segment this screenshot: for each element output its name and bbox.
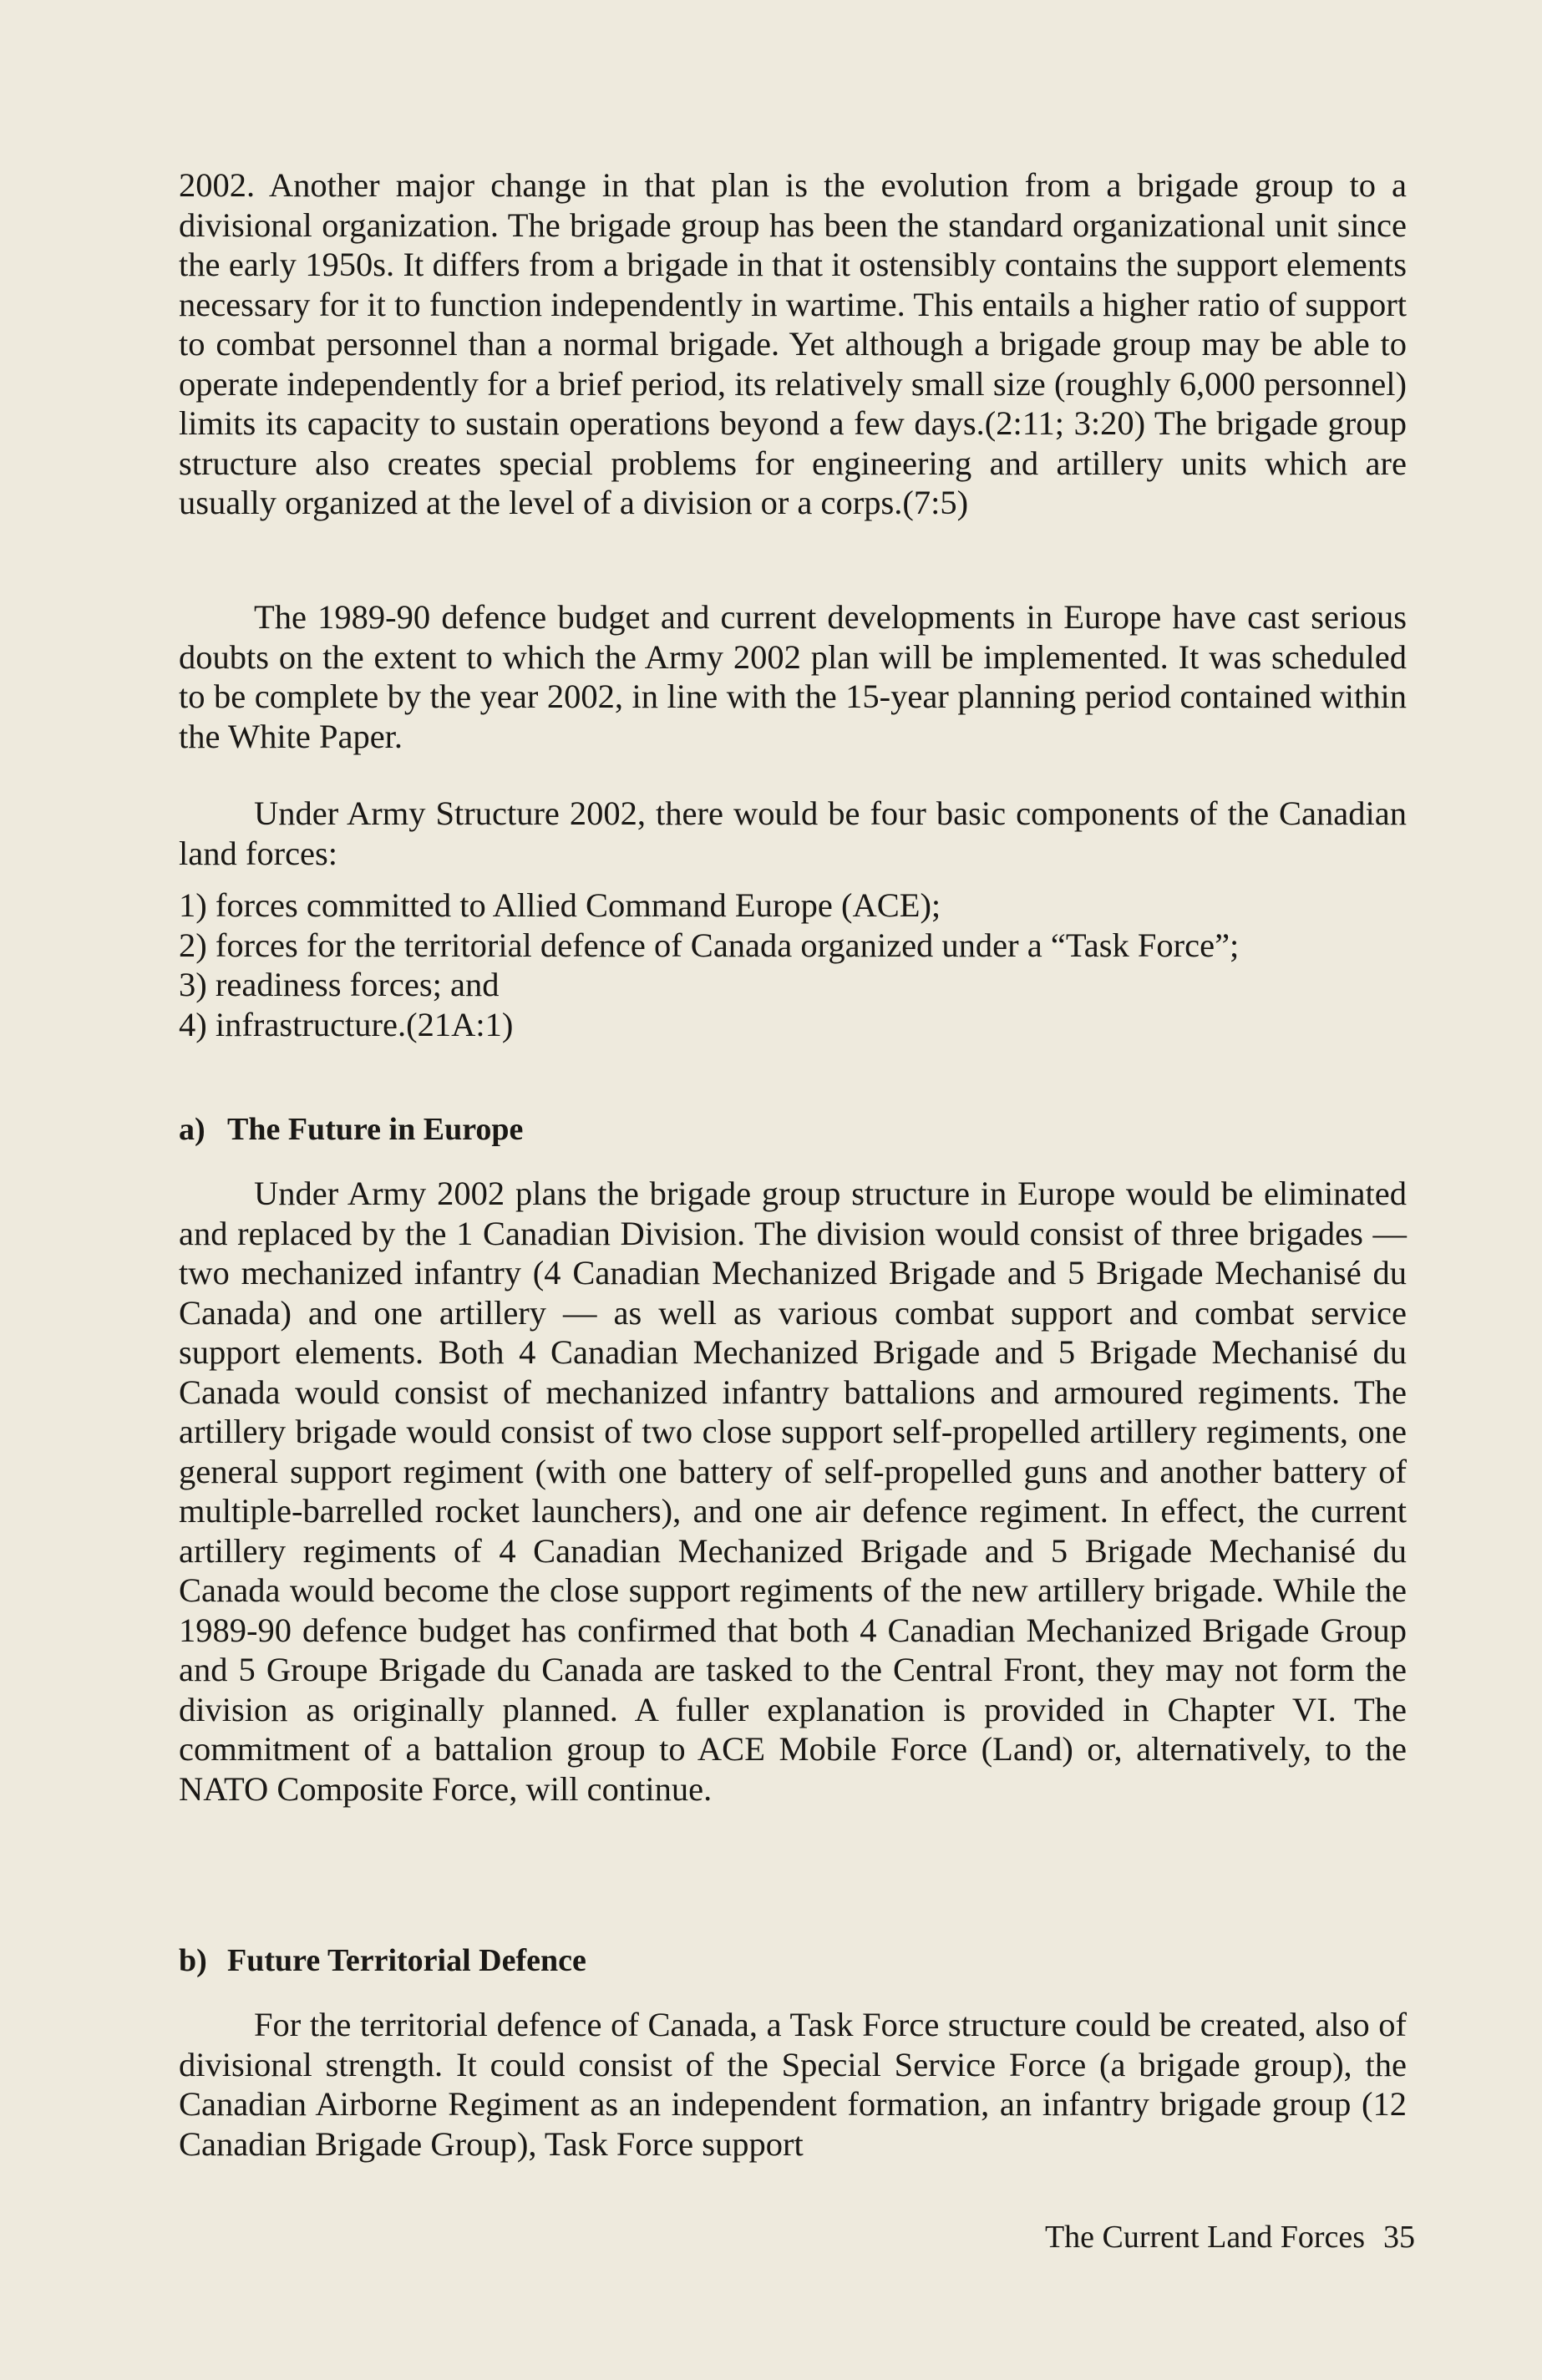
body-text-section bbox=[179, 165, 1407, 523]
paragraph-future-europe: Under Army 2002 plans the brigade group structure in Europe would be eliminated and replaced by the 1 Canadian Division. The division would consist of three brigades — two mechanized infantry (4 Canadian Mechanized Brigade and 5 Brigade Mechanisé du Canada) and one artillery — as well as various combat support and combat service support elements. Both 4 Canadian Mechanized Brigade and 5 Brigade Mechanisé du Canada would consist of mechanized infantry battalions and armoured regiments. The artillery brigade would consist of two close support self-propelled artillery regiments, one general support regiment (with one battery of self-propelled guns and another battery of multiple-barrelled rocket launchers), and one air defence regiment. In effect, the current artillery regiments of 4 Canadian Mechanized Brigade and 5 Brigade Mechanisé du Canada would become the close support regiments of the new artillery brigade. While the 1989-90 defence budget has confirmed that both 4 Canadian Mechanized Brigade Group and 5 Groupe Brigade du Canada are tasked to the Central Front, they may not form the division as originally planned. A fuller explanation is provided in Chapter VI. The commitment of a battalion group to ACE Mobile Force (Land) or, alternatively, to the NATO Composite Force, will continue. bbox=[179, 1175, 1407, 1808]
list-item: 4) infrastructure.(21A:1) bbox=[179, 1005, 514, 1043]
paragraph-army-2002-divisional: 2002. Another major change in that plan is the evolution from a brigade group to a divisional organization. The brigade group has been the standard organizational unit since the early 1950s. It differs from a brigade in that it ostensibly contains the support elements necessary for it to function independently in wartime. This entails a higher ratio of support to combat personnel than a normal brigade. Yet although a brigade group may be able to operate independently for a brief period, its relatively small size (roughly 6,000 personnel) limits its capacity to sustain operations beyond a few days.(2:11; 3:20) The brigade group structure also creates special problems for engineering and artillery units which are usually organized at the level of a division or a corps.(7:5) bbox=[179, 166, 1407, 521]
list-item: 3) readiness forces; and bbox=[179, 966, 500, 1003]
section-marker: a) bbox=[179, 1112, 205, 1147]
page-number: 35 bbox=[1383, 2220, 1415, 2255]
paragraph-territorial-defence: For the territorial defence of Canada, a Task Force structure could be created, also of divisional strength. It could consist of the Special Service Force (a brigade group), the Canadian Airborne Regiment as an independent formation, an infantry brigade group (12 Canadian Brigade Group), Task Force support bbox=[179, 2006, 1407, 2163]
section-heading-europe bbox=[179, 1111, 523, 1148]
paragraph-army-structure: Under Army Structure 2002, there would be four basic components of the Canadian land forces: bbox=[179, 794, 1407, 872]
running-head: The Current Land Forces bbox=[1044, 2220, 1365, 2255]
section-title: Future Territorial Defence bbox=[227, 1943, 586, 1978]
body-text-section bbox=[179, 794, 1407, 873]
list-item: 1) forces committed to Allied Command Europe (ACE); bbox=[179, 886, 941, 924]
section-title: The Future in Europe bbox=[227, 1112, 524, 1147]
page-footer bbox=[1045, 2219, 1415, 2256]
body-text-section bbox=[179, 1174, 1407, 1809]
section-heading-territorial bbox=[179, 1942, 586, 1979]
list-item: 2) forces for the territorial defence of Canada organized under a “Task Force”; bbox=[179, 926, 1240, 964]
components-list bbox=[179, 886, 1407, 1044]
section-marker: b) bbox=[179, 1943, 207, 1978]
body-text-section bbox=[179, 597, 1407, 756]
paragraph-defence-budget: The 1989-90 defence budget and current developments in Europe have cast serious doubts on the extent to which the Army 2002 plan will be implemented. It was scheduled to be complete by the year 2002, in line with the 15-year planning period contained within the White Paper. bbox=[179, 598, 1407, 755]
body-text-section bbox=[179, 2005, 1407, 2164]
